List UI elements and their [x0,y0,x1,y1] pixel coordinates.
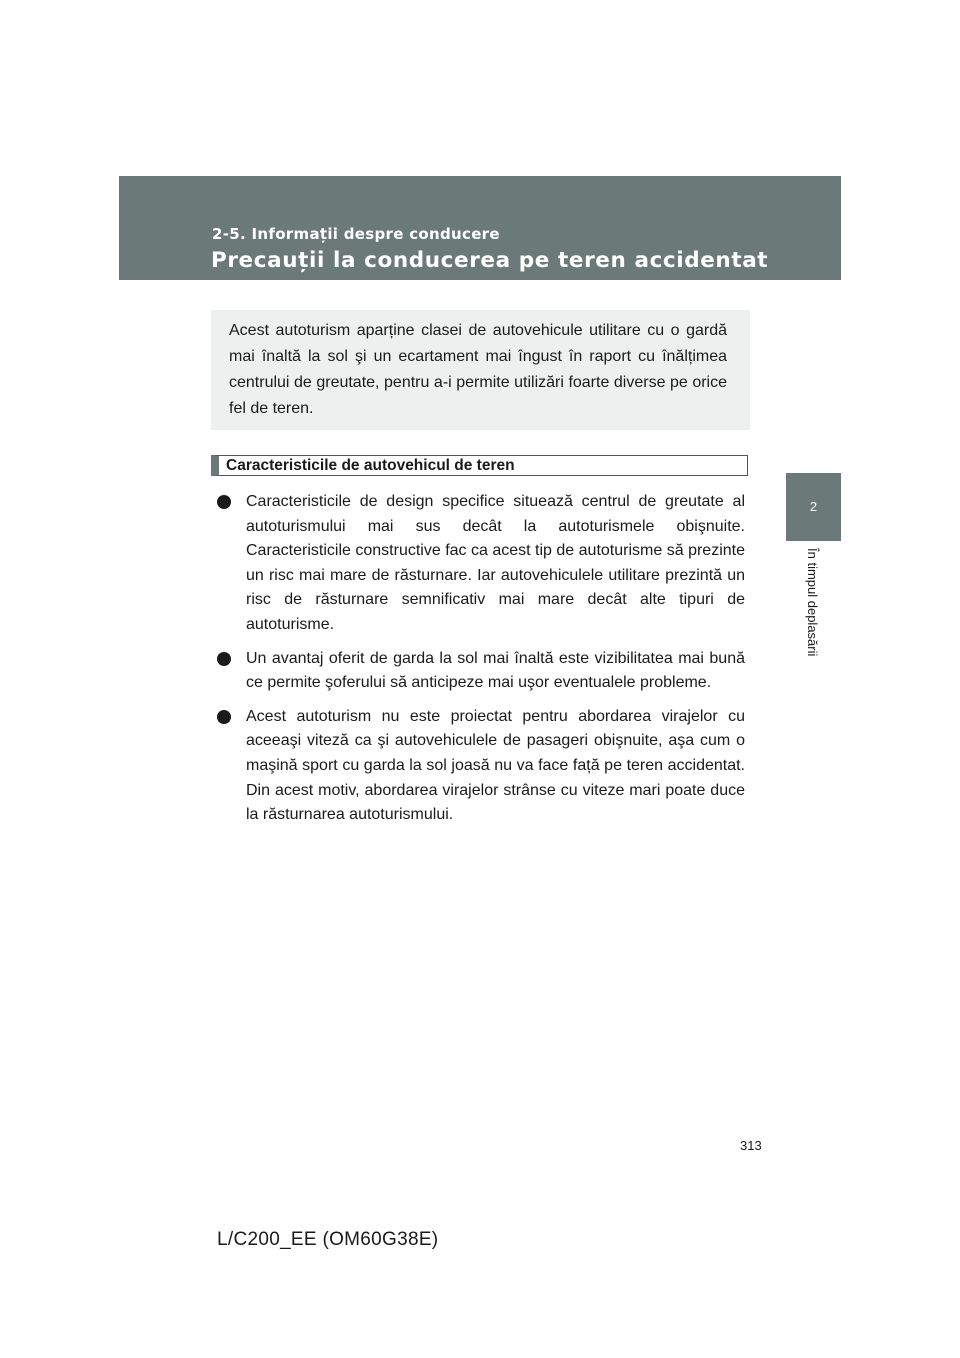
bullet-list [217,490,745,837]
bullet-item [217,490,745,638]
page-title: Precauții la conducerea pe teren accidentat [211,248,769,273]
bullet-item [217,705,745,828]
chapter-number: 2 [809,499,818,514]
page-header [119,176,841,280]
bullet-text: Acest autoturism nu este proiectat pentru abordarea virajelor cu aceeaşi viteză ca şi autovehiculele de pasageri obişnuite, aşa cum o maşină sport cu garda la sol joasă nu va face față pe teren accidentat. Din acest motiv, abordarea virajelor strânse cu viteze mari poate duce la răsturnarea autoturismului. [246,707,745,824]
intro-text: Acest autoturism aparține clasei de autovehicule utilitare cu o gardă mai înaltă la sol şi un ecartament mai îngust în raport cu înălțimea centrului de greutate, pentru a-i permite utilizări foarte diverse pe orice fel de teren. [229,322,727,417]
footer-code: L/C200_EE (OM60G38E) [217,1229,439,1250]
bullet-text: Un avantaj oferit de garda la sol mai înaltă este vizibilitatea mai bună ce permite şoferului să anticipeze mai uşor eventualele probleme. [246,649,745,692]
bullet-dot-icon [217,495,231,509]
chapter-tab [786,473,841,541]
page-number: 313 [740,1138,762,1153]
subsection-heading: Caracteristicile de autovehicul de teren [211,455,748,476]
intro-box [211,310,750,430]
bullet-dot-icon [217,652,231,666]
section-label: 2-5. Informații despre conducere [212,225,500,243]
chapter-name: În timpul deplasării [805,548,820,657]
bullet-text: Caracteristicile de design specifice situează centrul de greutate al autoturismului mai sus decât la autoturismele obişnuite. Caracteristicile constructive fac ca acest tip de autoturisme să prezinte un risc mai mare de răsturnare. Iar autovehiculele utilitare prezintă un risc de răsturnare semnificativ mai mare decât alte tipuri de autoturisme. [246,493,745,633]
bullet-dot-icon [217,710,231,724]
bullet-item [217,647,745,696]
